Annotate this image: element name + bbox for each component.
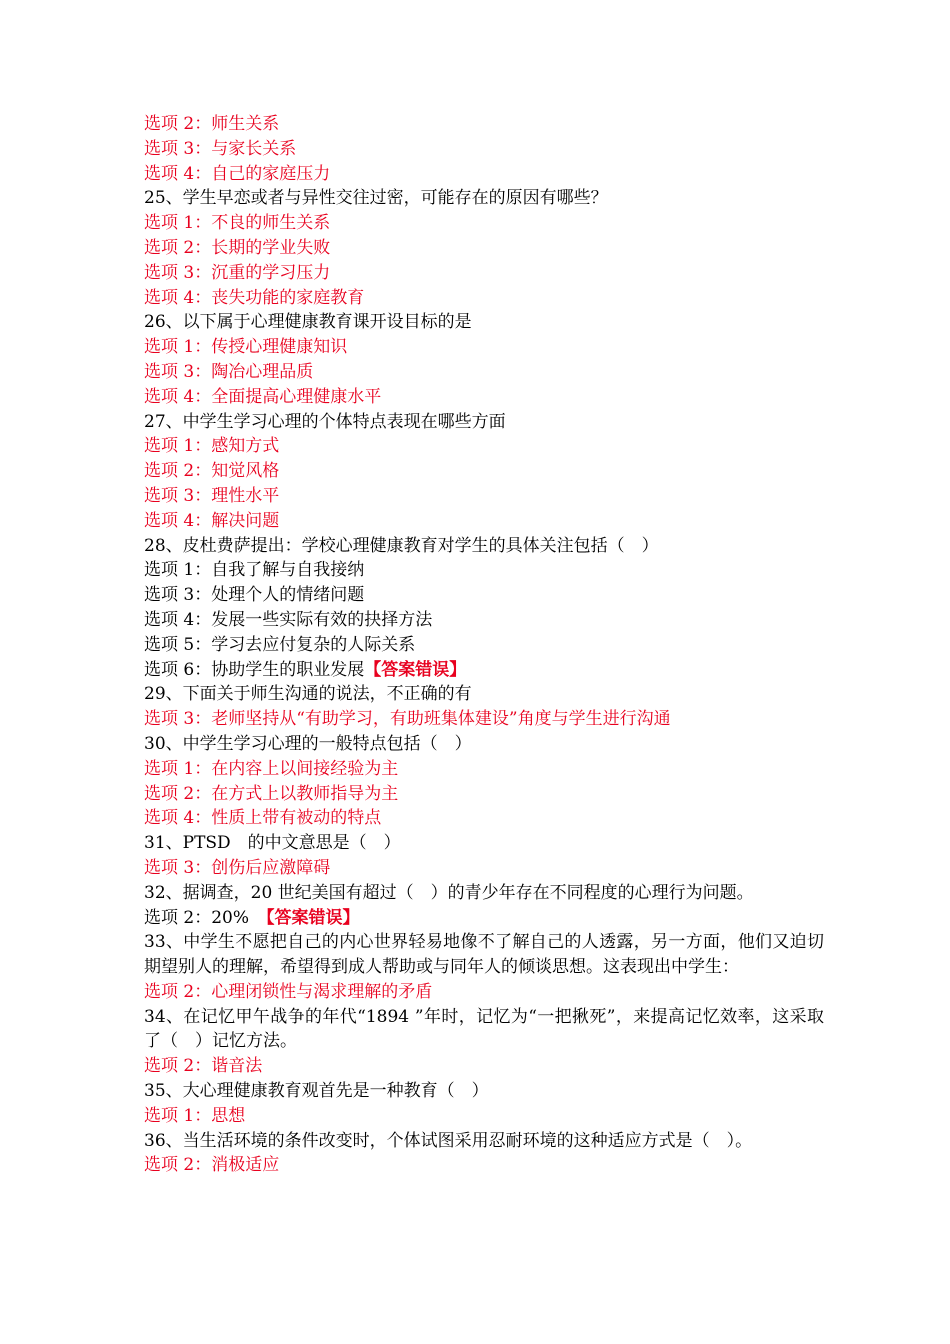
line-text: 选项 2：谐音法 — [144, 1056, 263, 1077]
answer-option-line — [144, 1153, 824, 1178]
line-text: 35、大心理健康教育观首先是一种教育（ ） — [144, 1081, 489, 1102]
line-text: 选项 2：长期的学业失败 — [144, 237, 331, 258]
answer-option-line — [144, 236, 824, 261]
question-line — [144, 534, 824, 559]
line-text: 36、当生活环境的条件改变时，个体试图采用忍耐环境的这种适应方式是（ ）。 — [144, 1130, 753, 1151]
line-text: 34、在记忆甲午战争的年代“1894 ”年时，记忆为“一把揪死”，来提高记忆效率，这采取了（ ）记忆方法。 — [144, 1006, 824, 1052]
answer-option-line — [144, 137, 824, 162]
line-text: 选项 1：感知方式 — [144, 436, 280, 457]
question-line — [144, 410, 824, 435]
line-text: 32、据调查，20 世纪美国有超过（ ）的青少年存在不同程度的心理行为问题。 — [144, 882, 754, 903]
line-text: 选项 4：性质上带有被动的特点 — [144, 808, 382, 829]
line-text: 选项 3：老师坚持从“有助学习，有助班集体建设”角度与学生进行沟通 — [144, 709, 671, 730]
line-text: 选项 4：丧失功能的家庭教育 — [144, 287, 365, 308]
line-text: 选项 2：20% — [144, 907, 267, 928]
line-text: 选项 3：处理个人的情绪问题 — [144, 585, 365, 606]
line-text: 选项 3：创伤后应激障碍 — [144, 857, 331, 878]
answer-option-line — [144, 162, 824, 187]
line-text: 选项 1：自我了解与自我接纳 — [144, 560, 365, 581]
line-text: 选项 2：心理闭锁性与渴求理解的矛盾 — [144, 981, 433, 1002]
line-text: 28、皮杜费萨提出：学校心理健康教育对学生的具体关注包括（ ） — [144, 535, 659, 556]
answer-option-line — [144, 757, 824, 782]
flagged-option-line — [144, 658, 824, 683]
question-line — [144, 1079, 824, 1104]
line-text: 选项 6：协助学生的职业发展 — [144, 659, 365, 680]
line-text: 选项 3：理性水平 — [144, 485, 280, 506]
line-text: 选项 1：思想 — [144, 1105, 246, 1126]
question-line — [144, 310, 824, 335]
line-text: 31、PTSD 的中文意思是（ ） — [144, 833, 401, 854]
wrong-answer-flag: 【答案错误】 — [266, 907, 360, 928]
question-line — [144, 732, 824, 757]
answer-option-line — [144, 385, 824, 410]
question-line — [144, 583, 824, 608]
wrong-answer-flag: 【答案错误】 — [364, 659, 467, 680]
answer-option-line — [144, 211, 824, 236]
answer-option-line — [144, 1104, 824, 1129]
answer-option-line — [144, 335, 824, 360]
line-text: 27、中学生学习心理的个体特点表现在哪些方面 — [144, 411, 506, 432]
line-text: 29、下面关于师生沟通的说法，不正确的有 — [144, 684, 472, 705]
line-text: 选项 1：不良的师生关系 — [144, 213, 331, 234]
line-text: 30、中学生学习心理的一般特点包括（ ） — [144, 733, 472, 754]
question-line — [144, 1005, 824, 1055]
question-line — [144, 881, 824, 906]
answer-option-line — [144, 806, 824, 831]
line-text: 选项 5：学习去应付复杂的人际关系 — [144, 634, 416, 655]
answer-option-line — [144, 261, 824, 286]
answer-option-line — [144, 509, 824, 534]
answer-option-line — [144, 112, 824, 137]
answer-option-line — [144, 1054, 824, 1079]
question-line — [144, 608, 824, 633]
question-line — [144, 682, 824, 707]
answer-option-line — [144, 286, 824, 311]
line-text: 25、学生早恋或者与异性交往过密，可能存在的原因有哪些？ — [144, 188, 608, 209]
question-line — [144, 186, 824, 211]
line-text: 选项 2：消极适应 — [144, 1155, 280, 1176]
line-text: 选项 3：与家长关系 — [144, 138, 297, 159]
document-body — [144, 112, 824, 1178]
line-text: 选项 1：传授心理健康知识 — [144, 337, 348, 358]
line-text: 选项 4：解决问题 — [144, 510, 280, 531]
answer-option-line — [144, 782, 824, 807]
answer-option-line — [144, 434, 824, 459]
line-text: 选项 3：陶冶心理品质 — [144, 361, 314, 382]
answer-option-line — [144, 980, 824, 1005]
answer-option-line — [144, 707, 824, 732]
line-text: 选项 1：在内容上以间接经验为主 — [144, 758, 399, 779]
answer-option-line — [144, 856, 824, 881]
answer-option-line — [144, 360, 824, 385]
flagged-option-line — [144, 906, 824, 931]
answer-option-line — [144, 484, 824, 509]
line-text: 选项 4：自己的家庭压力 — [144, 163, 331, 184]
question-line — [144, 930, 824, 980]
question-line — [144, 558, 824, 583]
line-text: 选项 2：知觉风格 — [144, 461, 280, 482]
line-text: 选项 2：在方式上以教师指导为主 — [144, 783, 399, 804]
line-text: 选项 2：师生关系 — [144, 114, 280, 134]
line-text: 选项 4：发展一些实际有效的抉择方法 — [144, 609, 433, 630]
answer-option-line — [144, 459, 824, 484]
line-text: 33、中学生不愿把自己的内心世界轻易地像不了解自己的人透露，另一方面，他们又迫切期望别人的理解，希望得到成人帮助或与同年人的倾谈思想。这表现出中学生： — [144, 932, 824, 978]
line-text: 26、以下属于心理健康教育课开设目标的是 — [144, 312, 472, 333]
question-line — [144, 633, 824, 658]
question-line — [144, 831, 824, 856]
line-text: 选项 4：全面提高心理健康水平 — [144, 386, 382, 407]
question-line — [144, 1129, 824, 1154]
line-text: 选项 3：沉重的学习压力 — [144, 262, 331, 283]
